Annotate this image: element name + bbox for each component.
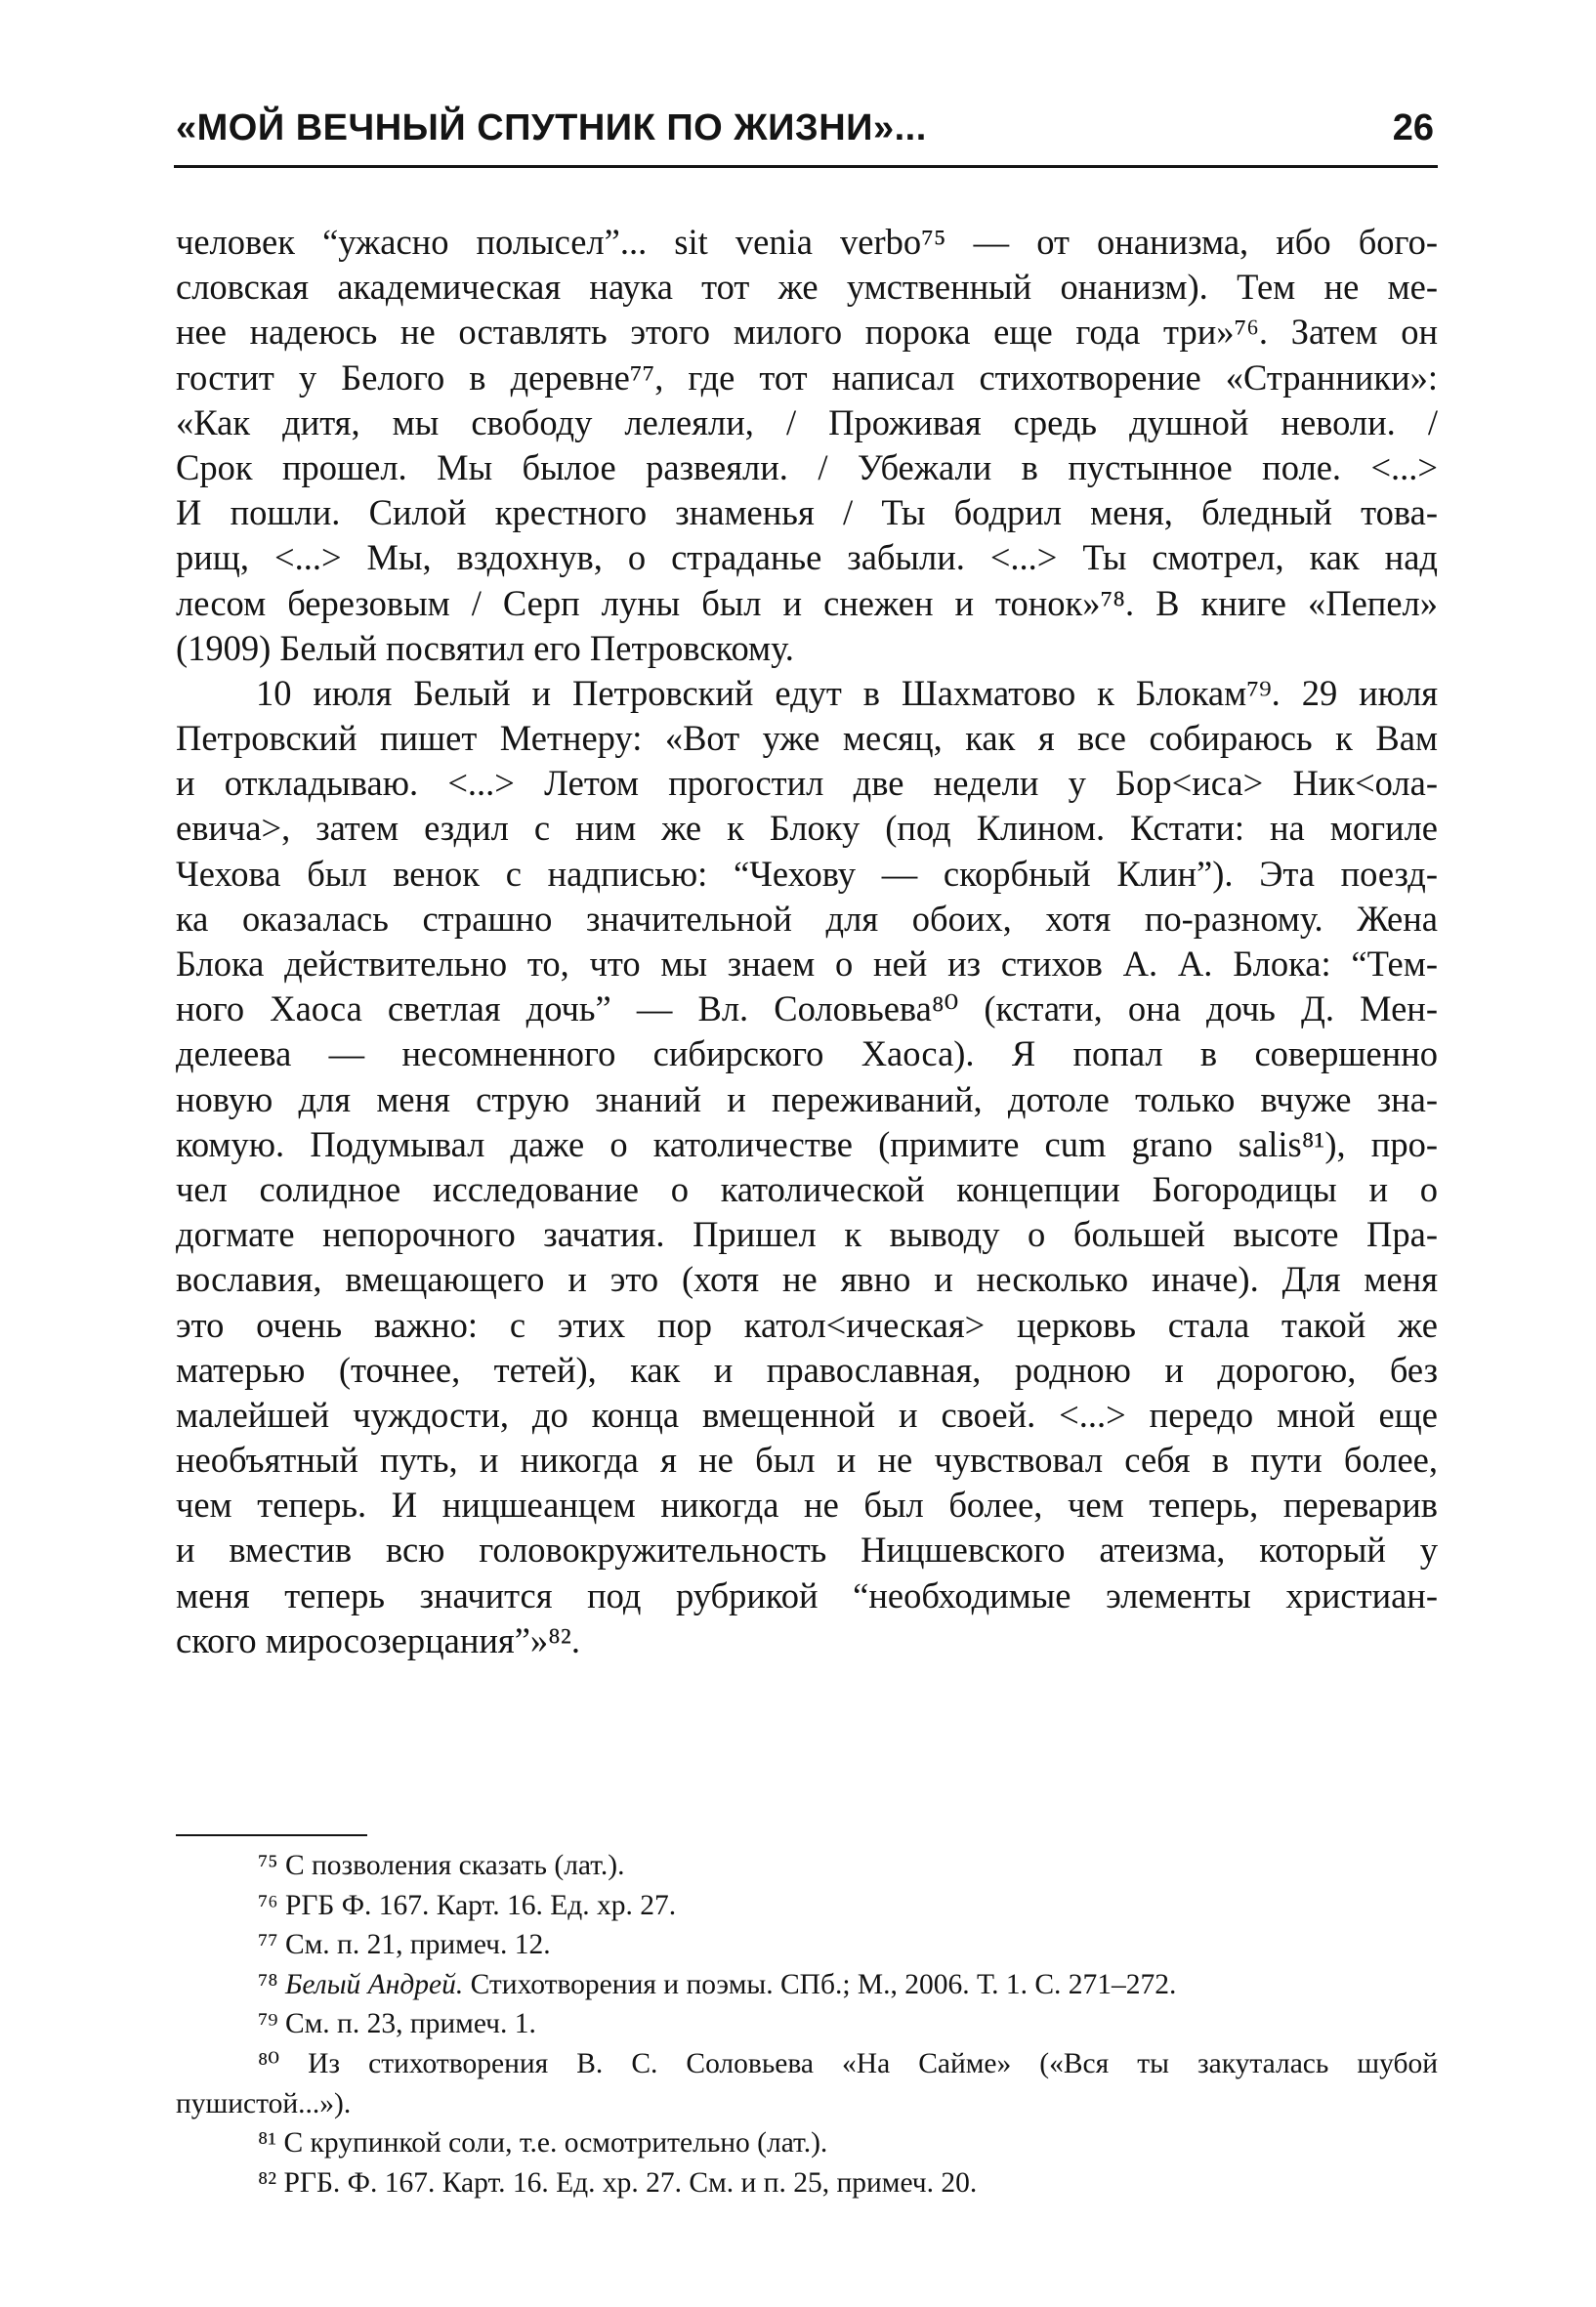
- text-line: человек “ужасно полысел”... sit venia verbo⁷⁵ — от онанизма, ибо бого-: [176, 222, 1438, 262]
- text-line: гостит у Белого в деревне⁷⁷, где тот написал стихотворение «Странники»:: [176, 357, 1438, 398]
- footnote-continuation: пушистой...»).: [176, 2087, 352, 2119]
- footnote: ⁸⁰ Из стихотворения В. С. Соловьева «На Сайме» («Вся ты закуталась шубой: [258, 2047, 1438, 2079]
- text-line: и вместив всю головокружительность Ницшевского атеизма, который у: [176, 1530, 1438, 1571]
- footnote: ⁷⁵ С позволения сказать (лат.).: [258, 1850, 625, 1881]
- text-line: это очень важно: с этих пор катол<ическая> церковь стала такой же: [176, 1304, 1438, 1345]
- footnote: [176, 1965, 1438, 2005]
- text-line: необъятный путь, и никогда я не был и не чувствовал себя в пути более,: [176, 1440, 1438, 1481]
- running-header: [174, 105, 1438, 168]
- text-line: нее надеюсь не оставлять этого милого порока еще года три»⁷⁶. Затем он: [176, 312, 1438, 353]
- text-line: Чехова был венок с надписью: “Чехову — скорбный Клин”). Эта поезд-: [176, 853, 1438, 894]
- text-line: и откладываю. <...> Летом прогостил две недели у Бор<иса> Ник<ола-: [176, 763, 1438, 804]
- text-line: ка оказалась страшно значительной для обоих, хотя по-разному. Жена: [176, 898, 1438, 939]
- text-line: Блока действительно то, что мы знаем о ней из стихов А. А. Блока: “Тем-: [176, 944, 1438, 984]
- footnote-divider: [176, 1834, 367, 1836]
- footnotes: [176, 1846, 1438, 2202]
- text-line: И пошли. Силой крестного знаменья / Ты бодрил меня, бледный това-: [176, 492, 1438, 533]
- text-line: Петровский пишет Метнеру: «Вот уже месяц, как я все собираюсь к Вам: [176, 718, 1438, 759]
- text-line: вославия, вмещающего и это (хотя не явно и несколько иначе). Для меня: [176, 1259, 1438, 1300]
- text-line: ского миросозерцания”»⁸².: [176, 1619, 580, 1660]
- text-line: догмате непорочного зачатия. Пришел к выводу о большей высоте Пра-: [176, 1214, 1438, 1255]
- footnote: ⁷⁷ См. п. 21, примеч. 12.: [258, 1929, 551, 1961]
- footnote-author: Белый Андрей.: [284, 1968, 464, 2000]
- text-line: евича>, затем ездил с ним же к Блоку (под Клином. Кстати: на могиле: [176, 808, 1438, 849]
- text-line: меня теперь значится под рубрикой “необходимые элементы христиан-: [176, 1574, 1438, 1615]
- footnote-number: ⁷⁸: [258, 1968, 278, 2000]
- text-line: малейшей чуждости, до конца вмещенной и своей. <...> передо мной еще: [176, 1394, 1438, 1435]
- text-line: 10 июля Белый и Петровский едут в Шахматово к Блокам⁷⁹. 29 июля: [256, 672, 1438, 713]
- text-line: Срок прошел. Мы былое развеяли. / Убежали в пустынное поле. <...>: [176, 446, 1438, 487]
- text-line: рищ, <...> Мы, вздохнув, о страданье забыли. <...> Ты смотрел, как над: [176, 537, 1438, 578]
- text-line: чел солидное исследование о католической концепции Богородицы и о: [176, 1168, 1438, 1209]
- footnote: ⁷⁶ РГБ Ф. 167. Карт. 16. Ед. хр. 27.: [258, 1889, 677, 1921]
- text-line: комую. Подумывал даже о католичестве (примите cum grano salis⁸¹), про-: [176, 1123, 1438, 1164]
- text-line: «Как дитя, мы свободу лелеяли, / Проживая средь душной неволи. /: [176, 401, 1438, 442]
- text-line: новую для меня струю знаний и переживаний, дотоле только вчуже зна-: [176, 1078, 1438, 1119]
- text-line: ного Хаоса светлая дочь” — Вл. Соловьева⁸⁰ (кстати, она дочь Д. Мен-: [176, 988, 1438, 1029]
- main-text: [176, 220, 1438, 1663]
- text-line: чем теперь. И ницшеанцем никогда не был более, чем теперь, переварив: [176, 1485, 1438, 1526]
- page-number: 26: [1392, 107, 1434, 148]
- text-line: словская академическая наука тот же умственный онанизм). Тем не ме-: [176, 267, 1438, 308]
- text-line: матерью (точнее, тетей), как и православная, родною и дорогою, без: [176, 1349, 1438, 1390]
- footnote-source: Стихотворения и поэмы. СПб.; М., 2006. Т. 1. С. 271–272.: [463, 1968, 1177, 2000]
- text-line: (1909) Белый посвятил его Петровскому.: [176, 627, 794, 668]
- text-line: делеева — несомненного сибирского Хаоса). Я попал в совершенно: [176, 1033, 1438, 1074]
- running-title: «МОЙ ВЕЧНЫЙ СПУТНИК ПО ЖИЗНИ»...: [176, 107, 927, 148]
- footnote: ⁸² РГБ. Ф. 167. Карт. 16. Ед. хр. 27. См. и п. 25, примеч. 20.: [258, 2166, 978, 2199]
- text-line: лесом березовым / Серп луны был и снежен и тонок»⁷⁸. В книге «Пепел»: [176, 582, 1438, 623]
- footnote: ⁷⁹ См. п. 23, примеч. 1.: [258, 2008, 536, 2040]
- footnote: ⁸¹ С крупинкой соли, т.е. осмотрительно (лат.).: [258, 2127, 828, 2160]
